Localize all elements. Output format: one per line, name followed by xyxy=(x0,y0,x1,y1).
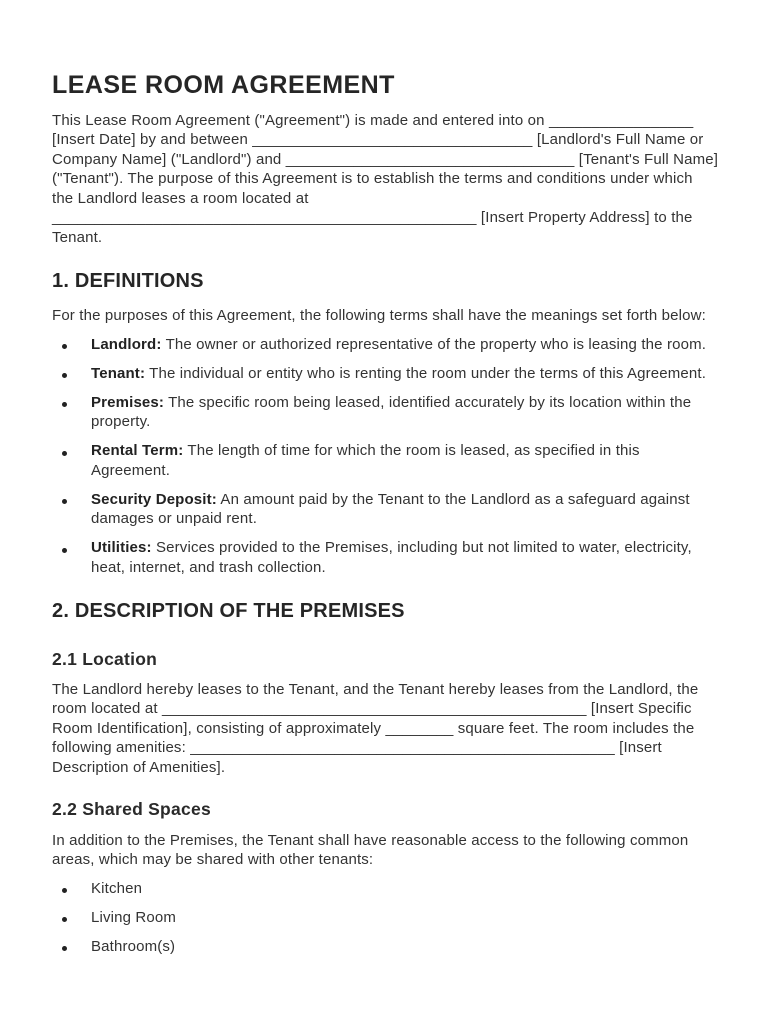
definition-item xyxy=(52,441,706,480)
bullet-icon xyxy=(62,548,67,553)
shared-space-label: Bathroom(s) xyxy=(91,937,176,955)
premises-heading: 2. DESCRIPTION OF THE PREMISES xyxy=(52,600,405,622)
intro-line: Company Name] ("Landlord") and __________________________________ [Tenant's Full Name] xyxy=(52,150,719,168)
definition-term: Rental Term: xyxy=(91,442,184,459)
definitions-lead-text: For the purposes of this Agreement, the following terms shall have the meanings set forth below: xyxy=(52,306,706,324)
intro-line: the Landlord leases a room located at xyxy=(52,189,309,207)
definition-text: Services provided to the Premises, including but not limited to water, electricity, xyxy=(156,539,692,556)
definitions-lead xyxy=(52,306,706,326)
shared-spaces-heading: 2.2 Shared Spaces xyxy=(52,799,211,819)
shared-spaces-list xyxy=(52,879,176,966)
definition-term: Landlord: xyxy=(91,335,162,353)
shared-space-item xyxy=(52,879,176,899)
definition-text: Agreement. xyxy=(91,461,171,479)
definition-text: The specific room being leased, identified accurately by its location within the xyxy=(168,393,692,411)
definition-text: heat, internet, and trash collection. xyxy=(91,558,326,576)
location-paragraph xyxy=(52,680,698,778)
document-title: LEASE ROOM AGREEMENT xyxy=(52,71,395,99)
bullet-icon xyxy=(62,917,67,922)
definition-item xyxy=(52,393,706,432)
definition-text: The individual or entity who is renting the room under the terms of this Agreement. xyxy=(149,364,707,382)
location-line: following amenities: __________________________________________________ [Insert xyxy=(52,739,662,756)
shared-space-item xyxy=(52,908,176,928)
definition-term: Security Deposit: xyxy=(91,490,217,508)
definition-term: Tenant: xyxy=(91,364,146,382)
shared-space-label: Kitchen xyxy=(91,879,143,897)
intro-line: Tenant. xyxy=(52,228,103,246)
location-line: Description of Amenities]. xyxy=(52,758,226,776)
definitions-heading: 1. DEFINITIONS xyxy=(52,270,204,292)
shared-spaces-line: In addition to the Premises, the Tenant shall have reasonable access to the following common xyxy=(52,831,689,849)
bullet-icon xyxy=(62,402,67,407)
definition-item xyxy=(52,490,706,529)
location-heading: 2.1 Location xyxy=(52,649,158,669)
definition-text: The owner or authorized representative of the property who is leasing the room. xyxy=(165,335,707,353)
definition-item xyxy=(52,538,706,577)
intro-line: ("Tenant"). The purpose of this Agreement is to establish the terms and conditions under which xyxy=(52,170,693,187)
bullet-icon xyxy=(62,499,67,504)
definition-text: The length of time for which the room is leased, as specified in this xyxy=(187,442,640,459)
intro-paragraph xyxy=(52,111,718,248)
intro-line: __________________________________________________ [Insert Property Address] to the xyxy=(52,209,693,226)
bullet-icon xyxy=(62,373,67,378)
shared-space-item xyxy=(52,937,176,957)
location-line: Room Identification], consisting of approximately ________ square feet. The room includes the xyxy=(52,719,695,737)
shared-spaces-line: areas, which may be shared with other tenants: xyxy=(52,851,374,868)
definition-text: damages or unpaid rent. xyxy=(91,510,258,527)
bullet-icon xyxy=(62,344,67,349)
shared-space-label: Living Room xyxy=(91,908,177,926)
definition-item xyxy=(52,364,706,384)
bullet-icon xyxy=(62,451,67,456)
definition-text: An amount paid by the Tenant to the Landlord as a safeguard against xyxy=(220,490,690,508)
bullet-icon xyxy=(62,888,67,893)
shared-spaces-paragraph xyxy=(52,831,688,870)
definition-term: Utilities: xyxy=(91,539,152,556)
intro-line: This Lease Room Agreement ("Agreement") is made and entered into on _________________ xyxy=(52,111,694,129)
definition-text: property. xyxy=(91,413,151,430)
location-line: The Landlord hereby leases to the Tenant, and the Tenant hereby leases from the Landlord, the xyxy=(52,680,699,698)
definition-term: Premises: xyxy=(91,393,165,411)
intro-line: [Insert Date] by and between _________________________________ [Landlord's Full Name or xyxy=(52,131,704,148)
bullet-icon xyxy=(62,946,67,951)
definition-item xyxy=(52,335,706,355)
definitions-list xyxy=(52,335,706,587)
location-line: room located at __________________________________________________ [Insert Specific xyxy=(52,700,692,717)
